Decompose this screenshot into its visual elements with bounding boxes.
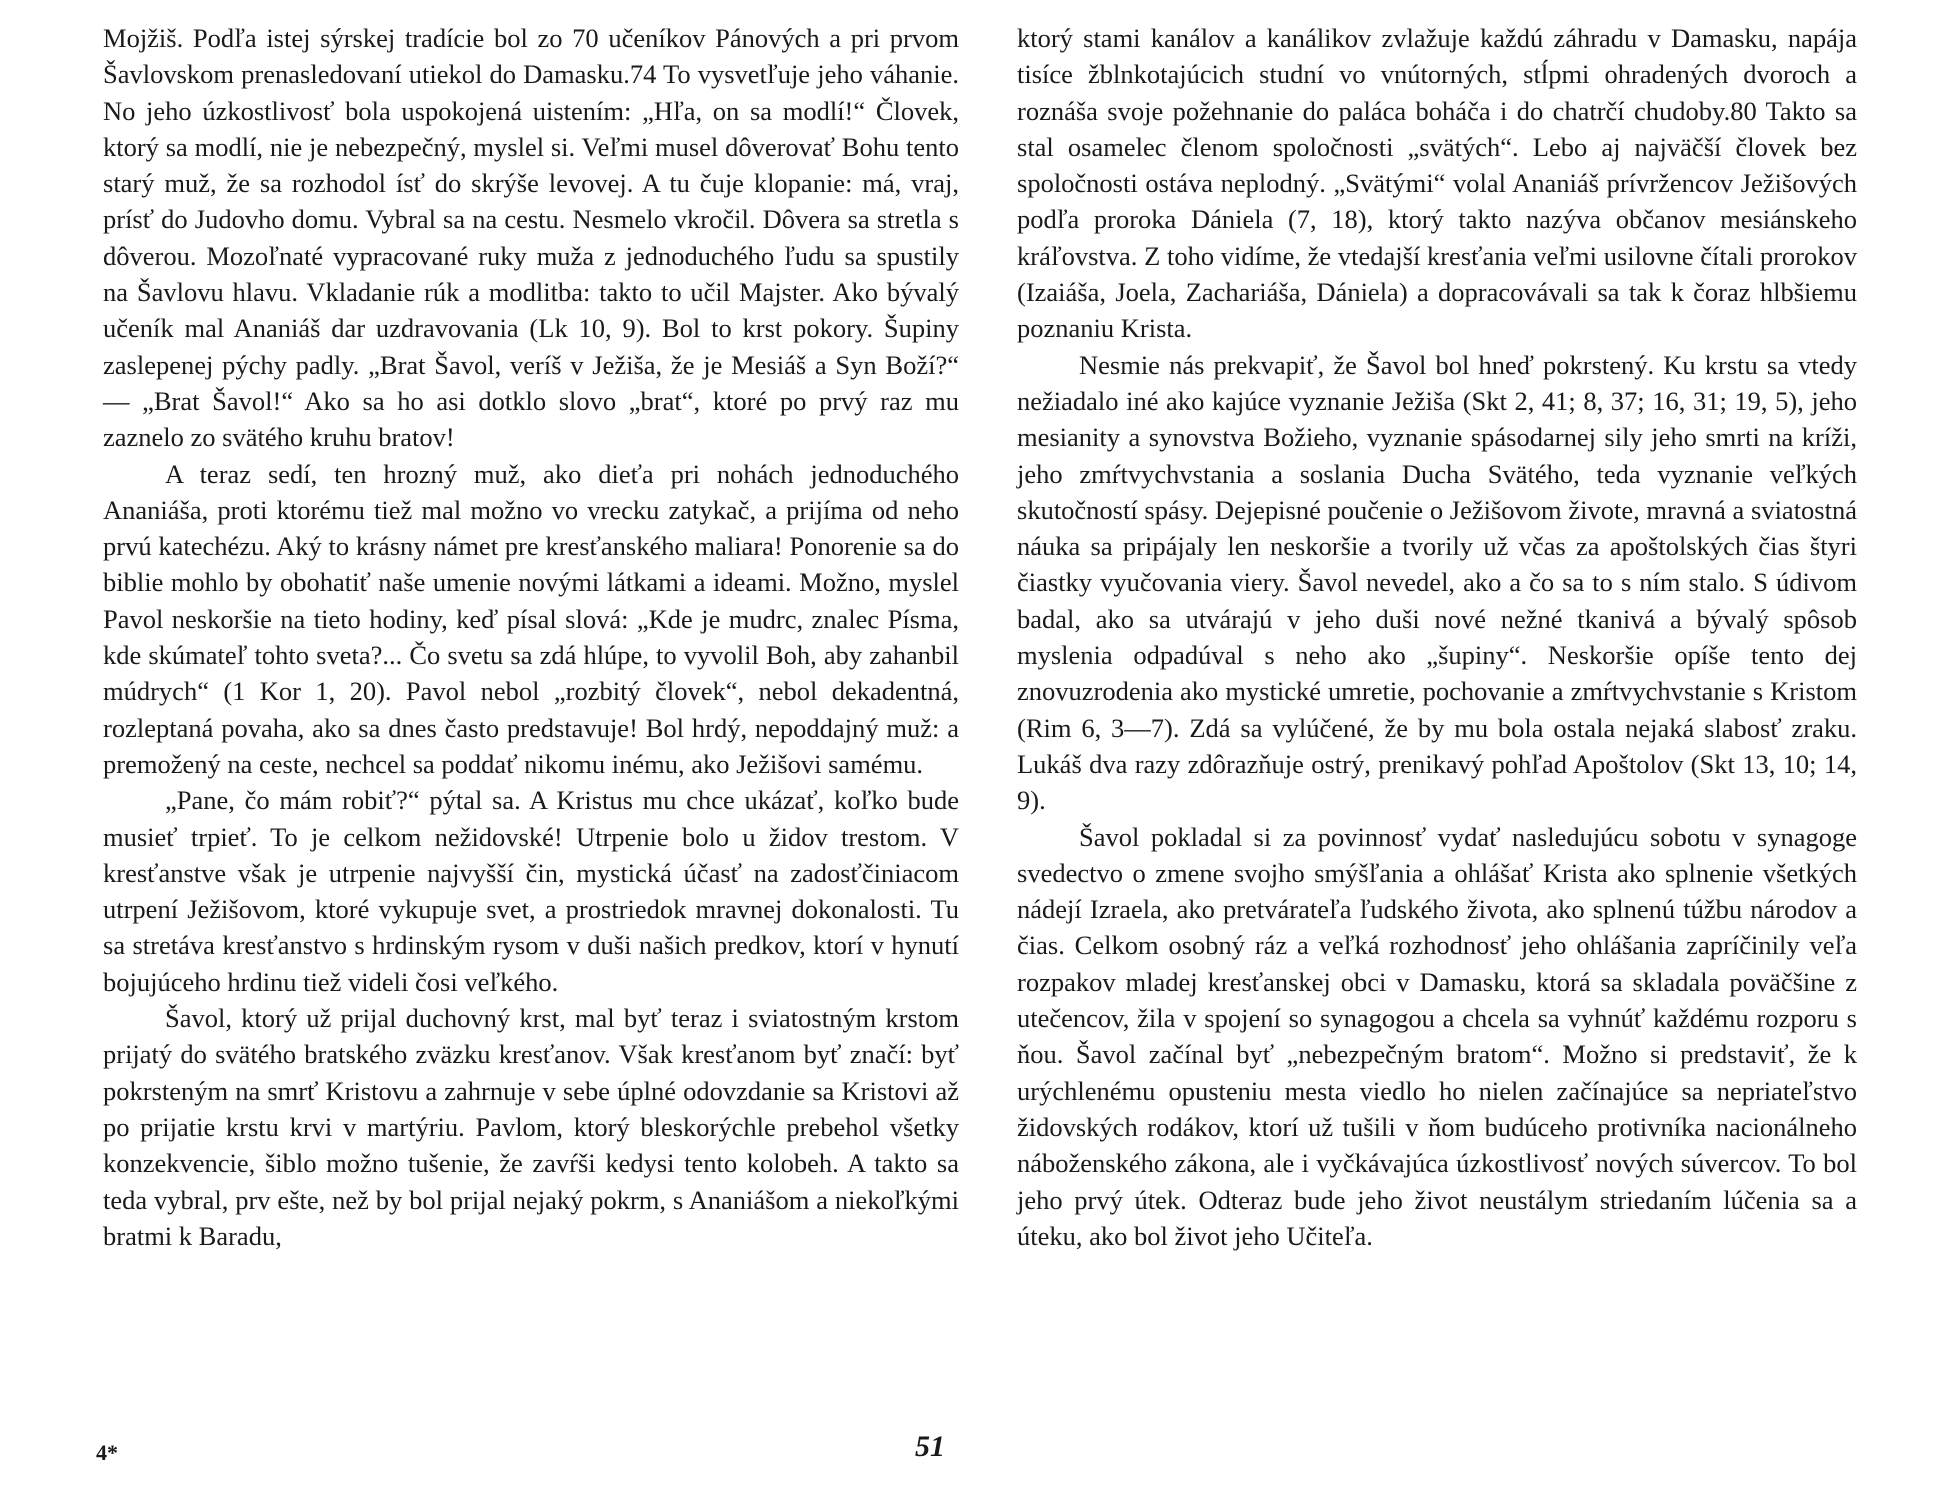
paragraph: Nesmie nás prekvapiť, že Šavol bol hneď pokrstený. Ku krstu sa vtedy nežiadalo iné ako kajúce vyznanie Ježiša (Skt 2, 41; 8, 37; 16, 31; 19, 5), jeho mesianity a synovstva Božieho, vyznanie spásodarnej sily jeho smrti na kríži, jeho zmŕtvychvstania a soslania Ducha Svätého, teda vyznanie veľkých skutočností spásy. Dejepisné poučenie o Ježišovom živote, mravná a sviatostná náuka sa pripájaly len neskoršie a tvorily už včas za apoštolských čias štyri čiastky vyučovania viery. Šavol nevedel, ako a čo sa to s ním stalo. S údivom badal, ako sa utvárajú v jeho duši nové nežné tkanivá a bývalý spôsob myslenia odpadúval s neho ako „šupiny“. Neskoršie opíše tento dej znovuzrodenia ako mystické umretie, pochovanie a zmŕtvychvstanie s Kristom (Rim 6, 3—7). Zdá sa vylúčené, že by mu bola ostala nejaká slabosť zraku. Lukáš dva razy zdôrazňuje ostrý, prenikavý pohľad Apoštolov (Skt 13, 10; 14, 9). [1017, 349, 1857, 816]
paragraph: A teraz sedí, ten hrozný muž, ako dieťa pri nohách jednoduchého Ananiáša, proti ktorému tiež mal možno vo vrecku zatykač, a prijíma od neho prvú katechézu. Aký to krásny námet pre kresťanského maliara! Ponorenie sa do biblie mohlo by obohatiť naše umenie novými látkami a ideami. Možno, myslel Pavol neskoršie na tieto hodiny, keď písal slová: „Kde je mudrc, znalec Písma, kde skúmateľ tohto sveta?... Čo svetu sa zdá hlúpe, to vyvolil Boh, aby zahanbil múdrych“ (1 Kor 1, 20). Pavol nebol „rozbitý človek“, nebol dekadentná, rozleptaná povaha, ako sa dnes často predstavuje! Bol hrdý, nepoddajný muž: a premožený na ceste, nechcel sa poddať nikomu inému, ako Ježišovi samému. [103, 458, 959, 779]
paragraph: Mojžiš. Podľa istej sýrskej tradície bol zo 70 učeníkov Pánových a pri prvom Šavlovskom prenasledovaní utiekol do Damasku.74 To vysvetľuje jeho váhanie. No jeho úzkostlivosť bola uspokojená uistením: „Hľa, on sa modlí!“ Človek, ktorý sa modlí, nie je nebezpečný, myslel si. Veľmi musel dôverovať Bohu tento starý muž, že sa rozhodol ísť do skrýše levovej. A tu čuje klopanie: má, vraj, prísť do Judovho domu. Vybral sa na cestu. Nesmelo vkročil. Dôvera sa stretla s dôverou. Mozoľnaté vypracované ruky muža z jednoduchého ľudu sa spustily na Šavlovu hlavu. Vkladanie rúk a modlitba: takto to učil Majster. Ako bývalý učeník mal Ananiáš dar uzdravovania (Lk 10, 9). Bol to krst pokory. Šupiny zaslepenej pýchy padly. „Brat Šavol, veríš v Ježiša, že je Mesiáš a Syn Boží?“ — „Brat Šavol!“ Ako sa ho asi dotklo slovo „brat“, ktoré po prvý raz mu zaznelo zo svätého kruhu bratov! [103, 23, 959, 453]
left-text-column [103, 20, 959, 1254]
paragraph: ktorý stami kanálov a kanálikov zvlažuje každú záhradu v Damasku, napája tisíce žblnkotajúcich studní vo vnútorných, stĺpmi ohradených dvoroch a roznáša svoje požehnanie do paláca boháča i do chatrčí chudoby.80 Takto sa stal osamelec členom spoločnosti „svätých“. Lebo aj najväčší človek bez spoločnosti ostáva neplodný. „Svätými“ volal Ananiáš prívržencov Ježišových podľa proroka Dániela (7, 18), ktorý takto nazýva občanov mesiánskeho kráľovstva. Z toho vidíme, že vtedajší kresťania veľmi usilovne čítali prorokov (Izaiáša, Joela, Zachariáša, Dániela) a dopracovávali sa tak k čoraz hlbšiemu poznaniu Krista. [1017, 23, 1857, 344]
paragraph: „Pane, čo mám robiť?“ pýtal sa. A Kristus mu chce ukázať, koľko bude musieť trpieť. To je celkom nežidovské! Utrpenie bolo u židov trestom. V kresťanstve však je utrpenie najvyšší čin, mystická účasť na zadosťčiniacom utrpení Ježišovom, ktoré vykupuje svet, a prostriedok mravnej dokonalosti. Tu sa stretáva kresťanstvo s hrdinským rysom v duši našich predkov, ktorí v hynutí bojujúceho hrdinu tiež videli čosi veľkého. [103, 785, 959, 997]
signature-mark: 4* [96, 1440, 118, 1465]
paragraph: Šavol, ktorý už prijal duchovný krst, mal byť teraz i sviatostným krstom prijatý do svätého bratského zväzku kresťanov. Však kresťanom byť značí: byť pokrsteným na smrť Kristovu a zahrnuje v sebe úplné odovzdanie sa Kristovi až po prijatie krstu krvi v martýriu. Pavlom, ktorý bleskorýchle prebehol všetky konzekvencie, šiblo možno tušenie, že zavŕši kedysi tento kolobeh. A takto sa teda vybral, prv ešte, než by bol prijal nejaký pokrm, s Ananiášom a niekoľkými bratmi k Baradu, [103, 1003, 959, 1251]
page-number: 51 [915, 1430, 945, 1463]
right-text-column [1017, 20, 1857, 1254]
paragraph: Šavol pokladal si za povinnosť vydať nasledujúcu sobotu v synagoge svedectvo o zmene svojho smýšľania a ohlášať Krista ako splnenie všetkých nádejí Izraela, ako pretvárateľa ľudského života, ako splnenú túžbu národov a čias. Celkom osobný ráz a veľká rozhodnosť jeho ohlášania zapríčinily veľa rozpakov mladej kresťanskej obci v Damasku, ktorá sa skladala poväčšine z utečencov, žila v spojení so synagogou a chcela sa vyhnúť každému rozporu s ňou. Šavol začínal byť „nebezpečným bratom“. Možno si predstaviť, že k urýchlenému opusteniu mesta viedlo ho nielen začínajúce sa nepriateľstvo židovských rodákov, ktorí už tušili v ňom budúceho protivníka nacionálneho náboženského zákona, ale i vyčkávajúca úzkostlivosť nových súvercov. To bol jeho prvý útek. Odteraz bude jeho život neustálym striedaním lúčenia sa a úteku, ako bol život jeho Učiteľa. [1017, 821, 1857, 1251]
